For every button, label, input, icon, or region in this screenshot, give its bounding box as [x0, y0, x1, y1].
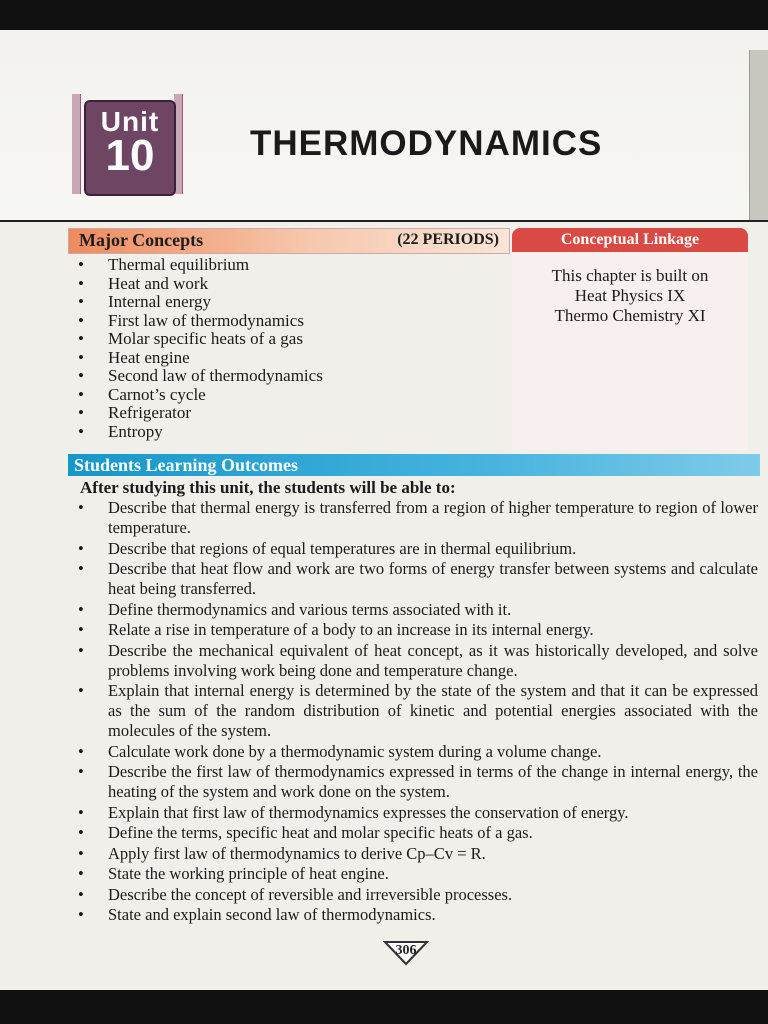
- list-item: • Internal energy: [78, 292, 212, 311]
- learning-outcomes-header: [68, 454, 760, 476]
- list-item: • Heat and work: [78, 273, 209, 293]
- list-item: • Refrigerator: [78, 403, 192, 422]
- list-item: • Heat engine: [78, 347, 190, 367]
- list-item: • Explain that first law of thermodynamics expresses the conservation of energy.: [78, 802, 629, 822]
- major-concepts-list: [76, 256, 506, 441]
- major-concepts-periods: (22 PERIODS): [397, 231, 499, 248]
- conceptual-linkage-header: [512, 228, 748, 252]
- page-edge: [749, 50, 768, 220]
- list-item: • Describe the mechanical equivalent of heat concept, as it was historically developed, and solve problems involving work being done and temperature change.: [78, 640, 758, 680]
- list-item: • Describe the concept of reversible and irreversible processes.: [78, 884, 513, 904]
- chapter-title: THERMODYNAMICS: [250, 124, 603, 163]
- list-item: • Explain that internal energy is determined by the state of the system and that it can be expressed as the sum of the random distribution of kinetic and potential energies associated with the molecules of the system.: [78, 681, 758, 740]
- list-item: • Describe that regions of equal temperatures are in thermal equilibrium.: [78, 538, 577, 558]
- list-item: • Second law of thermodynamics: [78, 366, 323, 385]
- unit-number: 10: [105, 131, 155, 180]
- page-number: 306: [395, 943, 417, 958]
- unit-label-box: [84, 100, 176, 196]
- list-item: • Relate a rise in temperature of a body to an increase in its internal energy.: [78, 620, 594, 639]
- list-item: • Describe the first law of thermodynamics expressed in terms of the change in internal energy, the heating of the system and work done on the system.: [78, 762, 758, 801]
- learning-outcomes-list: [76, 498, 758, 926]
- list-item: • Define the terms, specific heat and molar specific heats of a gas.: [78, 823, 533, 842]
- learning-outcomes-title: Students Learning Outcomes: [74, 455, 299, 475]
- list-item: • Describe that heat flow and work are two forms of energy transfer between systems and calculate heat being transferred.: [78, 559, 758, 598]
- list-item: • Carnot’s cycle: [78, 384, 206, 404]
- list-item: • Thermal equilibrium: [78, 255, 250, 274]
- list-item: • State and explain second law of thermodynamics.: [78, 905, 436, 924]
- major-concepts-title: Major Concepts: [79, 230, 204, 250]
- unit-ribbon-left: [72, 94, 81, 194]
- linkage-line: Thermo Chemistry XI: [554, 306, 706, 325]
- unit-badge: [72, 94, 182, 196]
- conceptual-linkage-title: Conceptual Linkage: [560, 231, 700, 248]
- list-item: • Calculate work done by a thermodynamic system during a volume change.: [78, 741, 602, 761]
- list-item: • Entropy: [78, 421, 163, 441]
- learning-outcomes-intro: After studying this unit, the students will be able to:: [80, 478, 456, 497]
- list-item: • Define thermodynamics and various terms associated with it.: [78, 599, 512, 619]
- linkage-line: Heat Physics IX: [574, 286, 686, 305]
- list-item: • Describe that thermal energy is transferred from a region of higher temperature to region of lower temperature.: [78, 498, 758, 537]
- page-number-badge: [383, 938, 429, 966]
- textbook-page: [0, 30, 768, 990]
- linkage-line: This chapter is built on: [551, 266, 709, 285]
- list-item: • Molar specific heats of a gas: [78, 329, 303, 348]
- unit-word: Unit: [100, 106, 160, 137]
- major-concepts-header: [68, 228, 510, 254]
- list-item: • State the working principle of heat engine.: [78, 864, 389, 883]
- list-item: • First law of thermodynamics: [78, 310, 304, 330]
- list-item: • Apply first law of thermodynamics to derive Cp–Cv = R.: [78, 843, 486, 863]
- conceptual-linkage-panel: [512, 252, 748, 450]
